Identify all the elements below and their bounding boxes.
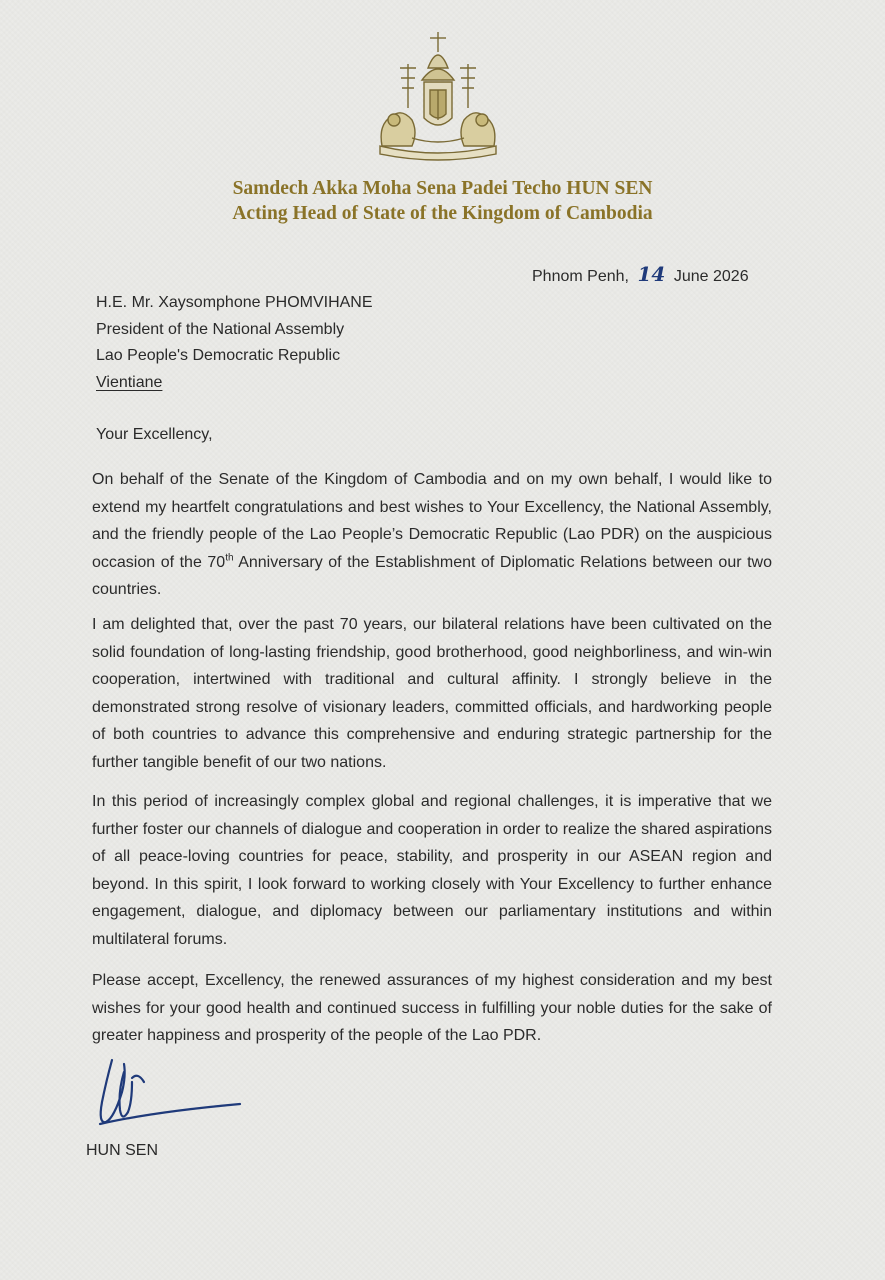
- paragraph-1-text-b: Anniversary of the Establishment of Diplomatic Relations between our two countries.: [92, 553, 773, 599]
- addressee-city: Vientiane: [96, 373, 163, 391]
- paragraph-2: I am delighted that, over the past 70 years, our bilateral relations have been cultivated on the solid foundation of long-lasting friendship, good brotherhood, good neighborliness, and win-win cooperation, intertwined with traditional and cultural affinity. I strongly believe in the demonstrated strong resolve of visionary leaders, committed officials, and hardworking people of both countries to advance this comprehensive and enduring strategic partnership for the further tangible benefit of our two nations.: [92, 616, 772, 771]
- handwritten-signature-icon: [92, 1052, 252, 1132]
- ordinal-suffix: th: [225, 552, 234, 564]
- addressee-position: President of the National Assembly: [96, 320, 345, 338]
- signer-name: HUN SEN: [86, 1142, 159, 1159]
- letter-date: [532, 262, 749, 286]
- salutation: Your Excellency,: [96, 426, 213, 443]
- paragraph-1: [92, 466, 772, 604]
- paragraph-1-text-a: On behalf of the Senate of the Kingdom of Cambodia and on my own behalf, I would like to extend my heartfelt congratulations and best wishes to Your Excellency, the National Assembly, and the friendly people of the Lao People’s Democratic Republic (Lao PDR) on the auspicious occasion of the 70: [92, 471, 772, 571]
- royal-coat-of-arms-icon: [372, 28, 504, 162]
- date-month-year: June 2026: [673, 268, 749, 285]
- paragraph-3: In this period of increasingly complex global and regional challenges, it is imperative that we further foster our channels of dialogue and cooperation in order to realize the shared aspirations of all peace-loving countries for peace, stability, and prosperity in our ASEAN region and beyond. In this spirit, I look forward to working closely with Your Excellency to further enhance engagement, dialogue, and diplomacy between our parliamentary institutions and within multilateral forums.: [92, 793, 772, 948]
- addressee-block: [96, 290, 373, 396]
- addressee-name: H.E. Mr. Xaysomphone PHOMVIHANE: [96, 294, 373, 311]
- letterhead-title: Acting Head of State of the Kingdom of Cambodia: [232, 203, 653, 224]
- date-day-handwritten: 14: [637, 262, 666, 286]
- letterhead: [0, 176, 885, 226]
- letterhead-name: Samdech Akka Moha Sena Padei Techo HUN SEN: [232, 178, 653, 199]
- paragraph-4: Please accept, Excellency, the renewed assurances of my highest consideration and my best wishes for your good health and continued success in fulfilling your noble duties for the sake of greater happiness and prosperity of the people of the Lao PDR.: [92, 972, 772, 1045]
- addressee-country: Lao People's Democratic Republic: [96, 347, 341, 364]
- date-place: Phnom Penh,: [532, 268, 629, 285]
